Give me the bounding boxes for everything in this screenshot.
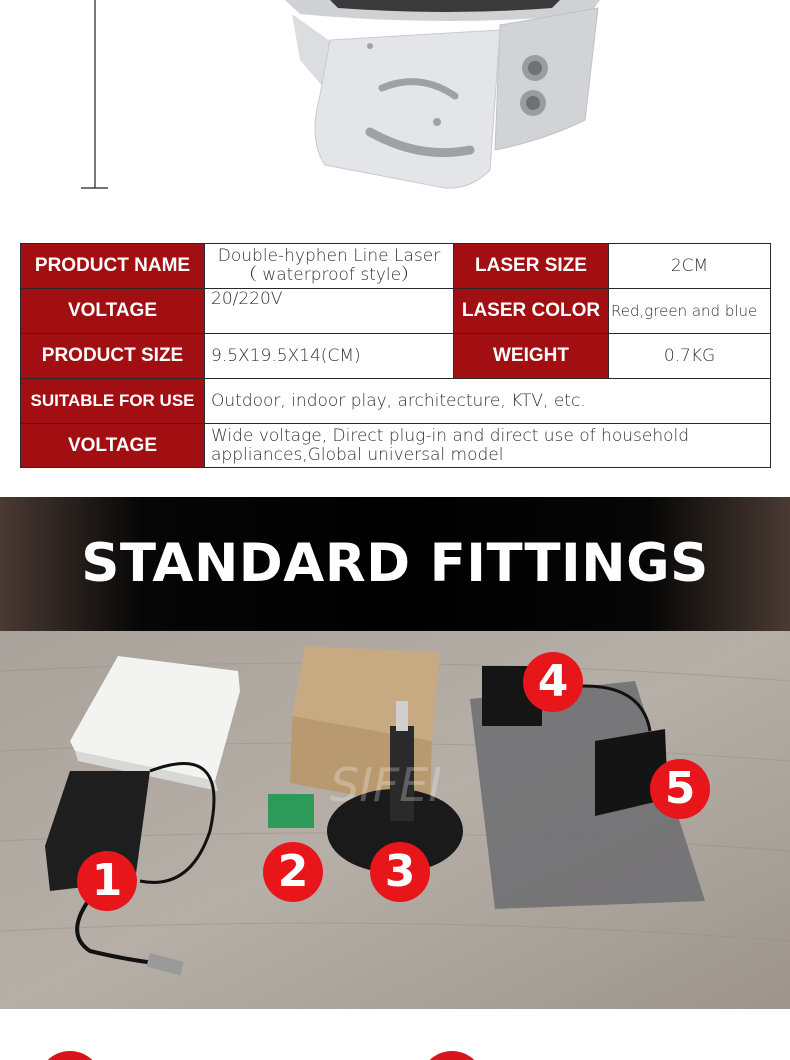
spec-value xyxy=(205,424,771,468)
bullet-dot xyxy=(38,1051,102,1060)
spec-value: 2CM xyxy=(609,244,771,289)
spec-label: LASER COLOR xyxy=(454,289,609,334)
section-title: STANDARD FITTINGS xyxy=(81,533,709,594)
spec-value: 0.7KG xyxy=(609,334,771,379)
spec-label: VOLTAGE xyxy=(21,424,205,468)
spec-value xyxy=(205,244,454,289)
spec-value-line: （ waterproof style） xyxy=(239,265,419,285)
spec-value-line: Double-hyphen Line Laser xyxy=(217,246,441,266)
product-photo-bracket xyxy=(0,0,790,230)
spec-table xyxy=(20,243,771,468)
fitting-number-badge: 3 xyxy=(370,842,430,902)
next-section-preview xyxy=(0,1009,790,1060)
bracket-illustration xyxy=(0,0,790,230)
spec-value-line: Wide voltage, Direct plug-in and direct use of household xyxy=(211,425,690,446)
table-row xyxy=(21,334,771,379)
spec-value: Red,green and blue xyxy=(609,289,771,334)
watermark-text: SIFEI xyxy=(330,758,442,812)
spec-value: 20/220V xyxy=(205,289,454,334)
fitting-number-badge: 4 xyxy=(523,652,583,712)
spec-label: PRODUCT NAME xyxy=(21,244,205,289)
fitting-number-badge: 1 xyxy=(77,851,137,911)
spec-value-line: appliances,Global universal model xyxy=(211,444,504,465)
table-row xyxy=(21,424,771,468)
spec-value: 9.5X19.5X14(CM) xyxy=(205,334,454,379)
fitting-number-badge: 2 xyxy=(263,842,323,902)
spec-label: PRODUCT SIZE xyxy=(21,334,205,379)
bullet-dot xyxy=(420,1051,484,1060)
spec-label: LASER SIZE xyxy=(454,244,609,289)
fitting-number-badge: 5 xyxy=(650,759,710,819)
table-row xyxy=(21,289,771,334)
section-banner xyxy=(0,497,790,631)
table-row xyxy=(21,379,771,424)
spec-label: SUITABLE FOR USE xyxy=(21,379,205,424)
spec-label: WEIGHT xyxy=(454,334,609,379)
fittings-illustration xyxy=(0,631,790,1009)
table-row xyxy=(21,244,771,289)
spec-label: VOLTAGE xyxy=(21,289,205,334)
spec-value: Outdoor, indoor play, architecture, KTV, etc. xyxy=(205,379,771,424)
fittings-photo xyxy=(0,631,790,1009)
